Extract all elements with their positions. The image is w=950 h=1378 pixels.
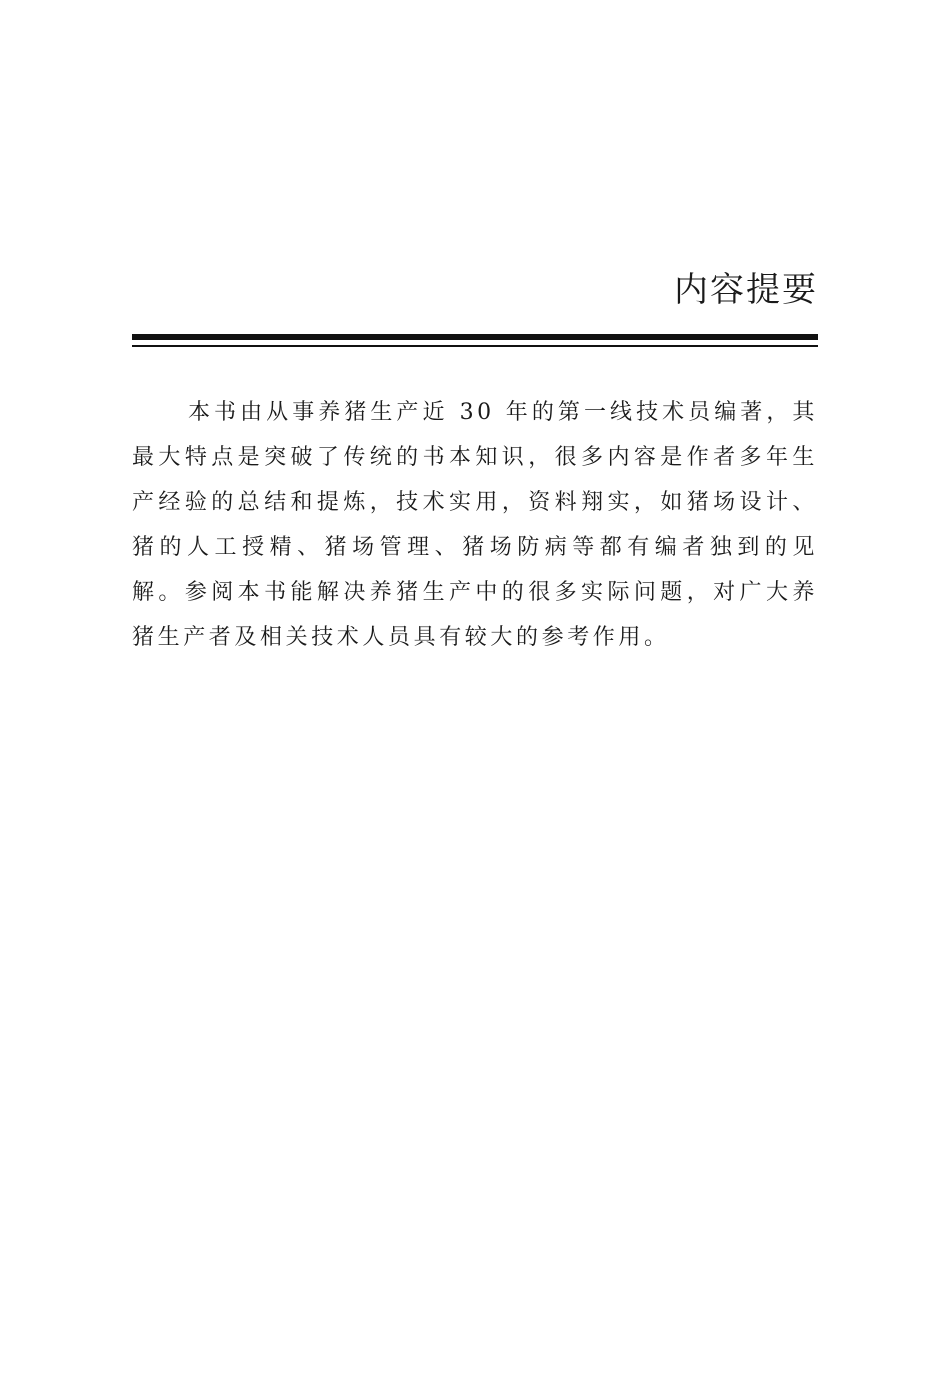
heading-rule-thick <box>132 334 818 340</box>
summary-line: 解。参阅本书能解决养猪生产中的很多实际问题，对广大 <box>132 580 793 605</box>
summary-line: 养猪生产者及相关技术人员具有较大的参考作用。 <box>132 580 818 650</box>
summary-line: 本书由从事养猪生产近 30 年的第一线技术员编著，其 <box>188 400 818 425</box>
summary-paragraph <box>132 390 818 660</box>
heading-rule-thin <box>132 345 818 347</box>
summary-line: 猪的人工授精、猪场管理、猪场防病等都有编者独到的见 <box>132 535 818 560</box>
summary-line: 最大特点是突破了传统的书本知识，很多内容是作者多年 <box>132 445 793 470</box>
section-heading: 内容提要 <box>674 270 818 310</box>
summary-line: 生产经验的总结和提炼，技术实用，资料翔实，如猪场设计、 <box>132 445 818 515</box>
